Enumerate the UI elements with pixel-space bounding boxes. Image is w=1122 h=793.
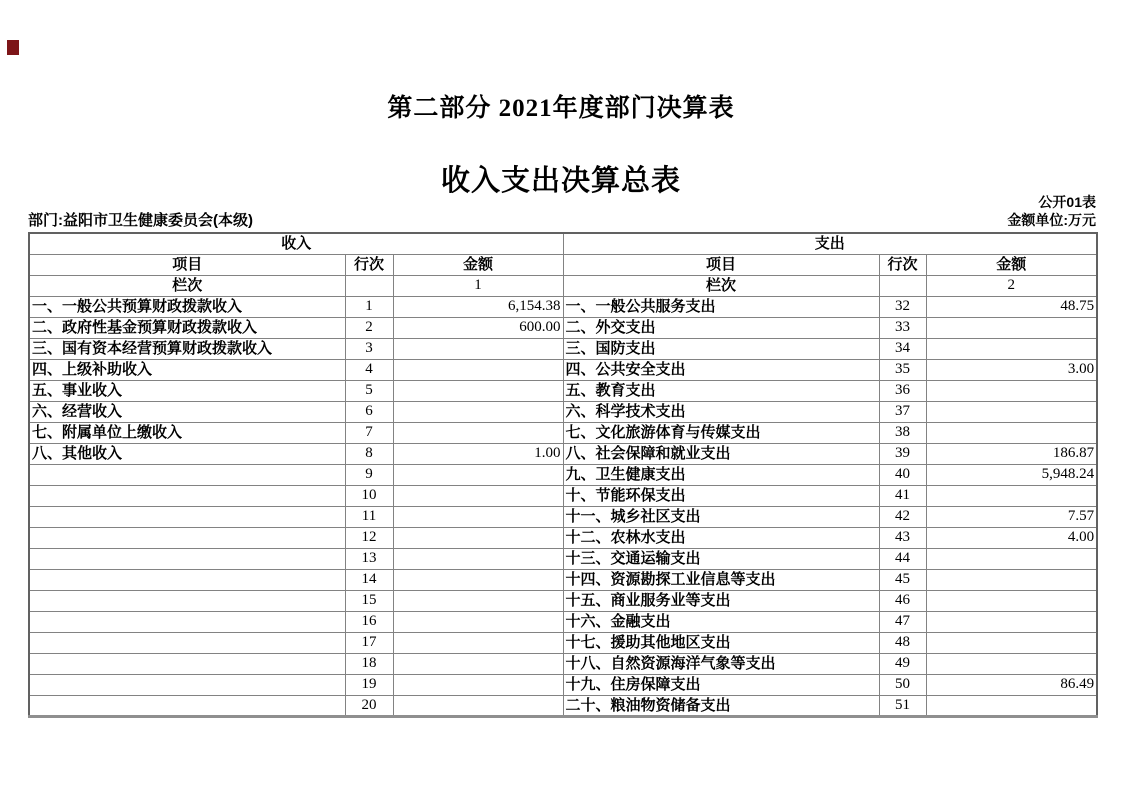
expense-line-cell: 46 [879, 590, 926, 611]
income-item-cell [29, 611, 345, 632]
income-line-cell: 10 [345, 485, 393, 506]
expense-amount-cell [926, 422, 1097, 443]
section-header-row [29, 233, 1097, 254]
expense-amount-cell: 48.75 [926, 296, 1097, 317]
expense-item-cell: 二、外交支出 [563, 317, 879, 338]
expense-column-number: 2 [926, 275, 1097, 296]
expense-item-column-header: 项目 [563, 254, 879, 275]
table-row [29, 590, 1097, 611]
expense-line-cell: 47 [879, 611, 926, 632]
expense-item-cell: 三、国防支出 [563, 338, 879, 359]
expense-item-cell: 八、社会保障和就业支出 [563, 443, 879, 464]
income-item-cell: 二、政府性基金预算财政拨款收入 [29, 317, 345, 338]
income-line-cell: 17 [345, 632, 393, 653]
expense-line-cell: 42 [879, 506, 926, 527]
income-item-column-header: 项目 [29, 254, 345, 275]
expense-amount-cell: 3.00 [926, 359, 1097, 380]
expense-line-column-header: 行次 [879, 254, 926, 275]
income-amount-cell: 600.00 [393, 317, 563, 338]
income-column-number: 1 [393, 275, 563, 296]
expense-item-cell: 六、科学技术支出 [563, 401, 879, 422]
income-line-cell: 12 [345, 527, 393, 548]
expense-amount-cell: 7.57 [926, 506, 1097, 527]
table-row [29, 485, 1097, 506]
expense-amount-cell [926, 485, 1097, 506]
expense-item-cell: 二十、粮油物资储备支出 [563, 695, 879, 716]
expense-amount-cell [926, 380, 1097, 401]
income-item-cell [29, 485, 345, 506]
expense-item-cell: 十九、住房保障支出 [563, 674, 879, 695]
expense-item-cell: 十二、农林水支出 [563, 527, 879, 548]
income-item-cell: 八、其他收入 [29, 443, 345, 464]
income-amount-cell [393, 569, 563, 590]
amount-unit-label: 金额单位:万元 [1007, 212, 1096, 228]
expense-line-cell: 43 [879, 527, 926, 548]
expense-amount-cell [926, 653, 1097, 674]
revenue-expenditure-summary-table [28, 232, 1098, 718]
income-line-cell: 11 [345, 506, 393, 527]
income-amount-cell [393, 380, 563, 401]
expense-amount-cell: 186.87 [926, 443, 1097, 464]
expense-lanci-line-cell [879, 275, 926, 296]
table-row [29, 548, 1097, 569]
expense-item-cell: 十、节能环保支出 [563, 485, 879, 506]
income-line-cell: 20 [345, 695, 393, 716]
table-row [29, 527, 1097, 548]
expense-line-cell: 35 [879, 359, 926, 380]
expense-item-cell: 十一、城乡社区支出 [563, 506, 879, 527]
department-label: 部门:益阳市卫生健康委员会(本级) [28, 212, 253, 229]
expense-line-cell: 39 [879, 443, 926, 464]
expense-item-cell: 十七、援助其他地区支出 [563, 632, 879, 653]
income-item-cell [29, 653, 345, 674]
income-line-cell: 14 [345, 569, 393, 590]
part-title: 第二部分 2021年度部门决算表 [387, 95, 735, 122]
expense-line-cell: 32 [879, 296, 926, 317]
income-item-cell [29, 464, 345, 485]
expense-amount-cell [926, 401, 1097, 422]
expense-line-cell: 37 [879, 401, 926, 422]
table-row [29, 380, 1097, 401]
expense-line-cell: 40 [879, 464, 926, 485]
table-row [29, 296, 1097, 317]
expense-amount-cell [926, 317, 1097, 338]
expense-item-cell: 十五、商业服务业等支出 [563, 590, 879, 611]
income-line-cell: 6 [345, 401, 393, 422]
expense-line-cell: 38 [879, 422, 926, 443]
income-item-cell [29, 695, 345, 716]
income-amount-cell [393, 695, 563, 716]
table-row [29, 338, 1097, 359]
income-line-cell: 3 [345, 338, 393, 359]
table-row [29, 401, 1097, 422]
expense-item-cell: 十六、金融支出 [563, 611, 879, 632]
income-amount-cell [393, 464, 563, 485]
income-item-cell [29, 506, 345, 527]
income-amount-cell [393, 653, 563, 674]
income-line-cell: 8 [345, 443, 393, 464]
expense-line-cell: 49 [879, 653, 926, 674]
income-amount-cell [393, 485, 563, 506]
income-amount-cell [393, 674, 563, 695]
expense-amount-cell [926, 695, 1097, 716]
expense-lanci-label: 栏次 [563, 275, 879, 296]
income-line-cell: 13 [345, 548, 393, 569]
expense-item-cell: 一、一般公共服务支出 [563, 296, 879, 317]
table-row [29, 653, 1097, 674]
expense-amount-cell [926, 569, 1097, 590]
expense-amount-cell: 5,948.24 [926, 464, 1097, 485]
income-item-cell: 七、附属单位上缴收入 [29, 422, 345, 443]
income-lanci-label: 栏次 [29, 275, 345, 296]
expense-section-header: 支出 [563, 233, 1097, 254]
income-amount-cell [393, 506, 563, 527]
column-header-row [29, 254, 1097, 275]
income-line-cell: 7 [345, 422, 393, 443]
table-row [29, 422, 1097, 443]
income-item-cell [29, 548, 345, 569]
income-line-cell: 18 [345, 653, 393, 674]
expense-line-cell: 36 [879, 380, 926, 401]
expense-item-cell: 十八、自然资源海洋气象等支出 [563, 653, 879, 674]
expense-amount-cell: 86.49 [926, 674, 1097, 695]
income-line-cell: 15 [345, 590, 393, 611]
expense-amount-cell [926, 632, 1097, 653]
income-item-cell [29, 632, 345, 653]
income-item-cell [29, 674, 345, 695]
income-line-cell: 9 [345, 464, 393, 485]
expense-item-cell: 九、卫生健康支出 [563, 464, 879, 485]
expense-amount-cell [926, 611, 1097, 632]
expense-line-cell: 41 [879, 485, 926, 506]
income-item-cell [29, 569, 345, 590]
expense-amount-cell [926, 590, 1097, 611]
expense-amount-cell [926, 548, 1097, 569]
expense-line-cell: 34 [879, 338, 926, 359]
expense-line-cell: 50 [879, 674, 926, 695]
expense-line-cell: 45 [879, 569, 926, 590]
expense-line-cell: 44 [879, 548, 926, 569]
table-row [29, 611, 1097, 632]
expense-line-cell: 33 [879, 317, 926, 338]
expense-line-cell: 48 [879, 632, 926, 653]
column-number-row [29, 275, 1097, 296]
table-row [29, 359, 1097, 380]
income-line-cell: 16 [345, 611, 393, 632]
red-stamp-mark [7, 40, 19, 55]
expense-amount-cell: 4.00 [926, 527, 1097, 548]
income-amount-cell [393, 527, 563, 548]
table-row [29, 506, 1097, 527]
income-item-cell: 四、上级补助收入 [29, 359, 345, 380]
expense-item-cell: 四、公共安全支出 [563, 359, 879, 380]
income-amount-cell: 1.00 [393, 443, 563, 464]
income-amount-cell [393, 422, 563, 443]
income-item-cell: 六、经营收入 [29, 401, 345, 422]
income-amount-cell [393, 548, 563, 569]
income-item-cell: 三、国有资本经营预算财政拨款收入 [29, 338, 345, 359]
table-row [29, 632, 1097, 653]
income-amount-cell [393, 359, 563, 380]
income-amount-cell [393, 611, 563, 632]
income-line-cell: 2 [345, 317, 393, 338]
income-item-cell: 一、一般公共预算财政拨款收入 [29, 296, 345, 317]
table-row [29, 569, 1097, 590]
income-amount-cell: 6,154.38 [393, 296, 563, 317]
expense-item-cell: 十四、资源勘探工业信息等支出 [563, 569, 879, 590]
table-row [29, 443, 1097, 464]
expense-item-cell: 五、教育支出 [563, 380, 879, 401]
income-line-cell: 4 [345, 359, 393, 380]
income-item-cell: 五、事业收入 [29, 380, 345, 401]
expense-item-cell: 七、文化旅游体育与传媒支出 [563, 422, 879, 443]
table-row [29, 464, 1097, 485]
expense-amount-cell [926, 338, 1097, 359]
table-code-label: 公开01表 [1038, 194, 1096, 210]
table-row [29, 674, 1097, 695]
income-amount-cell [393, 590, 563, 611]
expense-line-cell: 51 [879, 695, 926, 716]
income-line-column-header: 行次 [345, 254, 393, 275]
income-line-cell: 19 [345, 674, 393, 695]
income-item-cell [29, 590, 345, 611]
table-title: 收入支出决算总表 [440, 165, 681, 197]
expense-item-cell: 十三、交通运输支出 [563, 548, 879, 569]
table-row [29, 317, 1097, 338]
income-amount-cell [393, 632, 563, 653]
income-amount-cell [393, 338, 563, 359]
expense-amount-column-header: 金额 [926, 254, 1097, 275]
income-item-cell [29, 527, 345, 548]
income-amount-column-header: 金额 [393, 254, 563, 275]
income-lanci-line-cell [345, 275, 393, 296]
table-row [29, 695, 1097, 716]
income-line-cell: 1 [345, 296, 393, 317]
income-line-cell: 5 [345, 380, 393, 401]
income-amount-cell [393, 401, 563, 422]
income-section-header: 收入 [29, 233, 563, 254]
